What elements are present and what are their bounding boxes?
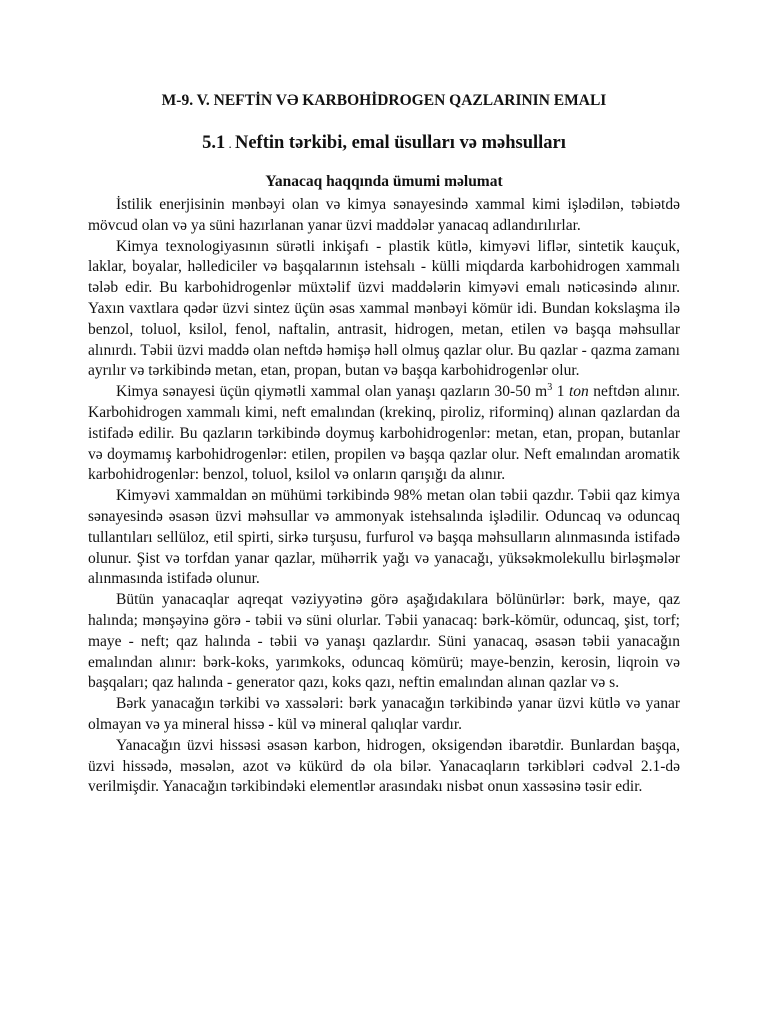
- section-number: 5.1: [202, 133, 226, 153]
- section-title-text: Neftin tərkibi, emal üsulları və məhsulları: [234, 133, 566, 153]
- paragraph-1: İstilik enerjisinin mənbəyi olan və kimya sənayesində xammal kimi işlədilən, təbiətdə mövcud olan və ya süni hazırlanan yanar üzvi maddələr yanacaq adlandırılırlar.: [88, 196, 680, 234]
- superscript-cubed: 3: [547, 382, 553, 394]
- paragraph-3-part2: 1: [552, 383, 569, 401]
- paragraph-5: Bütün yanacaqlar aqreqat vəziyyətinə görə aşağıdakılara bölünürlər: bərk, maye, qaz halında; mənşəyinə görə - təbii və süni olurlar. Təbii yanacaq: bərk-kömür, oduncaq, şist, torf; maye - neft; qaz halında - təbii və yanaşı qazlardır. Süni yanacaq, əsasən təbii yanacağın emalından alınır: bərk-koks, yarımkoks, oduncaq kömürü; maye-benzin, kerosin, liqroin və başqaları; qaz halında - generator qazı, koks qazı, neftin emalından alınan qazlar və s.: [88, 591, 680, 692]
- paragraph-7: Yanacağın üzvi hissəsi əsasən karbon, hidrogen, oksigendən ibarətdir. Bunlardan başqa, üzvi hissədə, məsələn, azot və kükürd də ola bilər. Yanacaqların tərkibləri cədvəl 2.1-də verilmişdir. Yanacağın tərkibindəki elementlər arasındakı nisbət onun xassəsinə təsir edir.: [88, 736, 680, 796]
- paragraph-6: Bərk yanacağın tərkibi və xassələri: bərk yanacağın tərkibində yanar üzvi kütlə və yanar olmayan və ya mineral hissə - kül və mineral qalıqlar vardır.: [88, 695, 680, 733]
- paragraph-3: [88, 382, 680, 486]
- chapter-title: M-9. V. NEFTİN VƏ KARBOHİDROGEN QAZLARININ EMALI: [161, 92, 607, 109]
- section-title: [88, 130, 680, 157]
- document-page: [88, 90, 680, 798]
- paragraph-3-part1: Kimya sənayesi üçün qiymətli xammal olan yanaşı qazların 30-50 m: [116, 383, 548, 401]
- paragraph-3-part3: neftdən alınır. Karbohidrogen xammalı kimi, neft emalından (krekinq, piroliz, riforminq) alınan qazlardan da istifadə edilir. Bu qazların tərkibində doymuş karbohidrogenlər: metan, etan, propan, butanlar və doymamış karbohidrogenlər: etilen, propilen və başqa qazlar olur. Neft emalından aromatik karbohidrogenlər: benzol, toluol, ksilol və onların qarışığı da alınır.: [88, 383, 680, 484]
- paragraph-3-italic-unit: ton: [568, 383, 589, 401]
- paragraph-2: Kimya texnologiyasının sürətli inkişafı - plastik kütlə, kimyəvi liflər, sintetik kauçuk, laklar, boyalar, həllediciler və başqalarının istehsalı - külli miqdarda karbohidrogen xammalı tələb edir. Bu karbohidrogenlər müxtəlif üzvi maddələrin kimyəvi emalı nəticəsində alınır. Yaxın vaxtlara qədər üzvi sintez üçün əsas xammal mənbəyi kömür idi. Bundan kokslaşma ilə benzol, toluol, ksilol, fenol, naftalin, antrasit, hidrogen, metan, etilen və başqa məhsullar alınırdı. Təbii üzvi maddə olan neftdə həmişə həll olmuş qazlar olur. Bu qazlar - qazma zamanı ayrılır və tərkibində metan, etan, propan, butan və başqa karbohidrogenlər olur.: [88, 237, 680, 380]
- subsection-title: Yanacaq haqqında ümumi məlumat: [265, 173, 503, 190]
- paragraph-4: Kimyəvi xammaldan ən mühümi tərkibində 98% metan olan təbii qazdır. Təbii qaz kimya sənayesində əsasən üzvi məhsullar və ammonyak istehsalında işlədilir. Oduncaq və oduncaq tullantıları sellüloz, etil spirti, sirkə turşusu, furfurol və başqa məhsulların alınmasında istifadə olunur. Şist və torfdan yanar qazlar, mühərrik yağı və yanacağı, yüksəkmolekullu birləşmələr alınmasında istifadə olunur.: [88, 487, 680, 588]
- section-number-separator: .: [225, 136, 235, 151]
